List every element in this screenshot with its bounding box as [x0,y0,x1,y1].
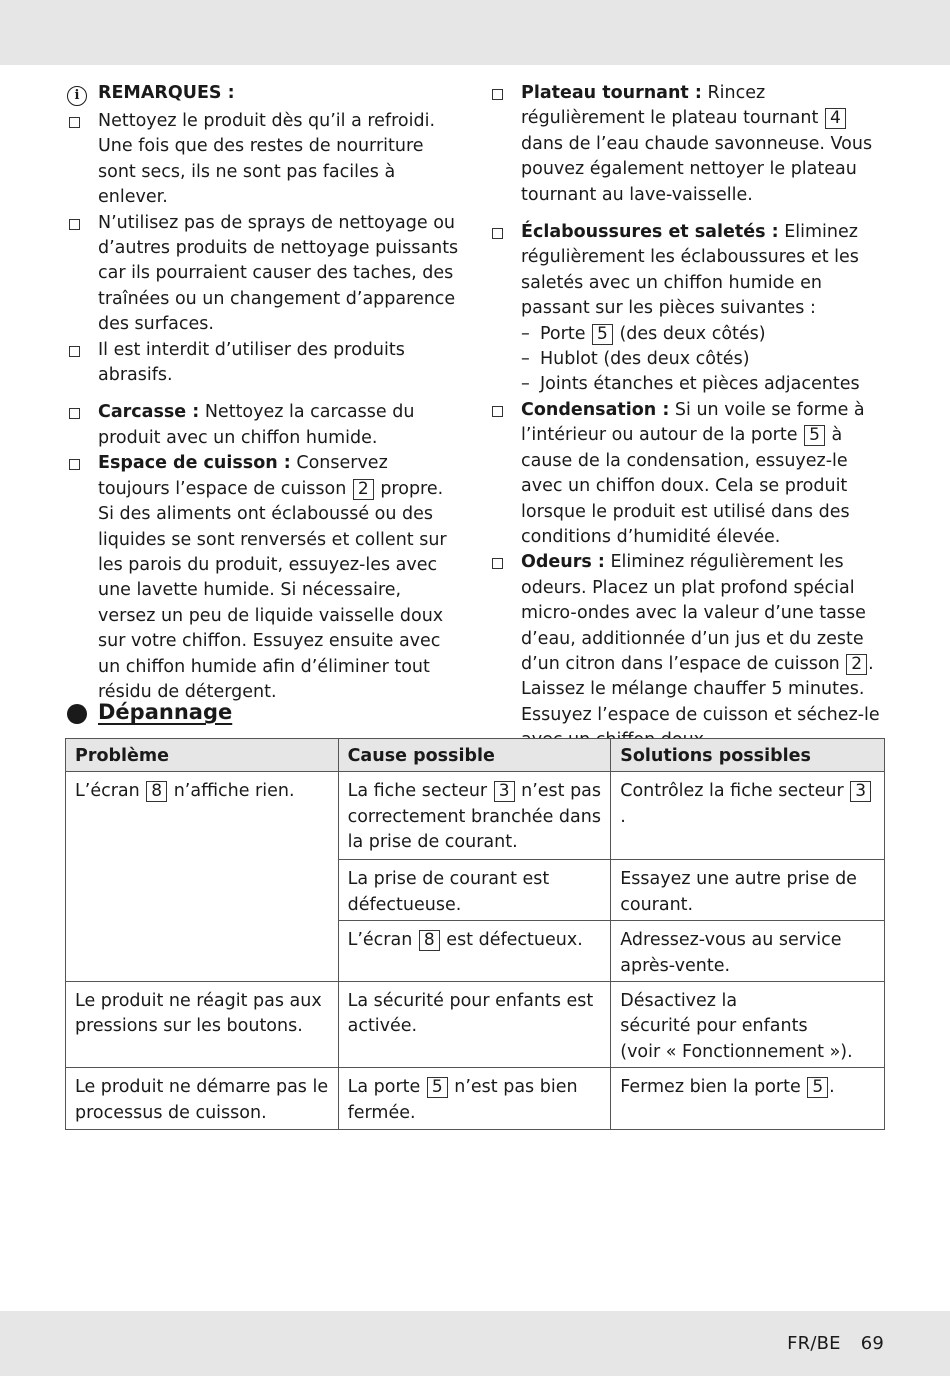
checkbox-icon [492,228,503,239]
checkbox-icon [69,346,80,357]
cleaning-item-espace: Espace de cuisson : Conservez toujours l’espace de cuisson 2 propre. Si des aliments ont éclaboussé ou des liquides se sont renversés et collent sur les parois du produit, essuyez-les avec une lavette humide. Si nécessaire, versez un peu de liquide vaisselle doux sur votre chiffon. Essuyez ensuite avec un chiffon humide afin d’éliminer tout résidu de détergent. [67,451,462,705]
cleaning-item-odeurs: Odeurs : Eliminez régulièrement les odeurs. Placez un plat profond spécial micro-ondes avec la valeur d’une tasse d’eau, additionnée d’un jus et du zeste d’un citron dans l’espace de cuisson 2 . Laissez le mélange chauffer 5 minutes. Essuyez l’espace de cuisson et séchez-le [490,550,890,753]
right-column [490,81,890,754]
table-cell-solution: Adressez-vous au service après-vente. [611,921,885,982]
left-column [67,81,462,705]
table-row [66,772,885,860]
part-number: 3 [494,781,515,802]
part-number: 3 [850,781,871,802]
table-cell-cause: La fiche secteur 3 n’est pas correctement branchée dans la prise de courant. [338,772,611,860]
note-item: Il est interdit d’utiliser des produits abrasifs. [67,338,462,389]
header-band [0,0,950,65]
part-number: 8 [146,781,167,802]
checkbox-icon [69,219,80,230]
checkbox-icon [492,406,503,417]
table-cell-solution: Contrôlez la fiche secteur 3. [611,772,885,860]
table-cell-cause: L’écran 8 est défectueux. [338,921,611,982]
column-header: Solutions possibles [611,739,885,772]
table-cell-problem: Le produit ne démarre pas le processus de cuisson. [66,1068,339,1130]
footer [787,1333,884,1354]
troubleshooting-table [65,738,885,1130]
checkbox-icon [69,459,80,470]
table-cell-cause: La sécurité pour enfants est activée. [338,982,611,1068]
checkbox-icon [69,117,80,128]
part-number: 5 [807,1077,828,1098]
part-number: 2 [846,654,867,675]
cleaning-item-carcasse: Carcasse : Nettoyez la carcasse du produit avec un chiffon humide. [67,400,462,451]
notes-title: REMARQUES : [98,83,235,103]
table-cell-solution: Essayez une autre prise de courant. [611,860,885,921]
cleaning-item-plateau: Plateau tournant : Rincez régulièrement le plateau tournant 4 dans de l’eau chaude savonneuse. Vous pouvez également nettoyer le plateau tournant au lave-vaisselle. [490,81,890,208]
part-number: 4 [825,108,846,129]
table-cell-problem: L’écran 8 n’affiche rien. [66,772,339,982]
table-cell-solution: Désactivez la sécurité pour enfants (voir « Fonctionnement »). [611,982,885,1068]
note-item: Nettoyez le produit dès qu’il a refroidi. Une fois que des restes de nourriture sont secs, ils ne sont pas faciles à enlever. [67,109,462,211]
sub-item: – Joints étanches et pièces adjacentes [521,374,860,395]
table-cell-solution: Fermez bien la porte 5 . [611,1068,885,1130]
section-title: Dépannage [98,700,233,724]
bullet-icon [67,704,87,724]
cleaning-item-eclaboussures: Éclaboussures et saletés : Eliminez régulièrement les éclaboussures et les saletés avec un chiffon humide en passant sur les pièces suivantes : [490,220,890,322]
part-number: 5 [427,1077,448,1098]
checkbox-icon [492,89,503,100]
table-row [66,982,885,1068]
part-number: 5 [804,425,825,446]
note-item: N’utilisez pas de sprays de nettoyage ou d’autres produits de nettoyage puissants car ils pourraient causer des taches, des traînées ou un changement d’apparence des surfaces. [67,211,462,338]
notes-heading [67,81,462,109]
checkbox-icon [492,558,503,569]
sub-item: – Hublot (des deux côtés) [521,349,750,370]
table-cell-problem: Le produit ne réagit pas aux pressions sur les boutons. [66,982,339,1068]
table-row [66,1068,885,1130]
part-number: 5 [592,324,613,345]
cleaning-item-condensation: Condensation : Si un voile se forme à l’intérieur ou autour de la porte 5 à cause de la condensation, essuyez-le avec un chiffon doux. Cela se produit lorsque le produit est utilisé dans des conditions d’humidité élevée. [490,398,890,550]
table-cell-cause: La porte 5 n’est pas bien fermée. [338,1068,611,1130]
column-header: Problème [66,739,339,772]
sub-item: – Porte 5 (des deux côtés) [521,323,766,344]
table-cell-cause: La prise de courant est défectueuse. [338,860,611,921]
info-icon: i [67,86,87,106]
part-number: 8 [419,930,440,951]
table-header-row [66,739,885,772]
column-header: Cause possible [338,739,611,772]
footer-locale: FR/BE [787,1333,841,1354]
checkbox-icon [69,408,80,419]
part-number: 2 [353,479,374,500]
page-number: 69 [860,1333,884,1354]
